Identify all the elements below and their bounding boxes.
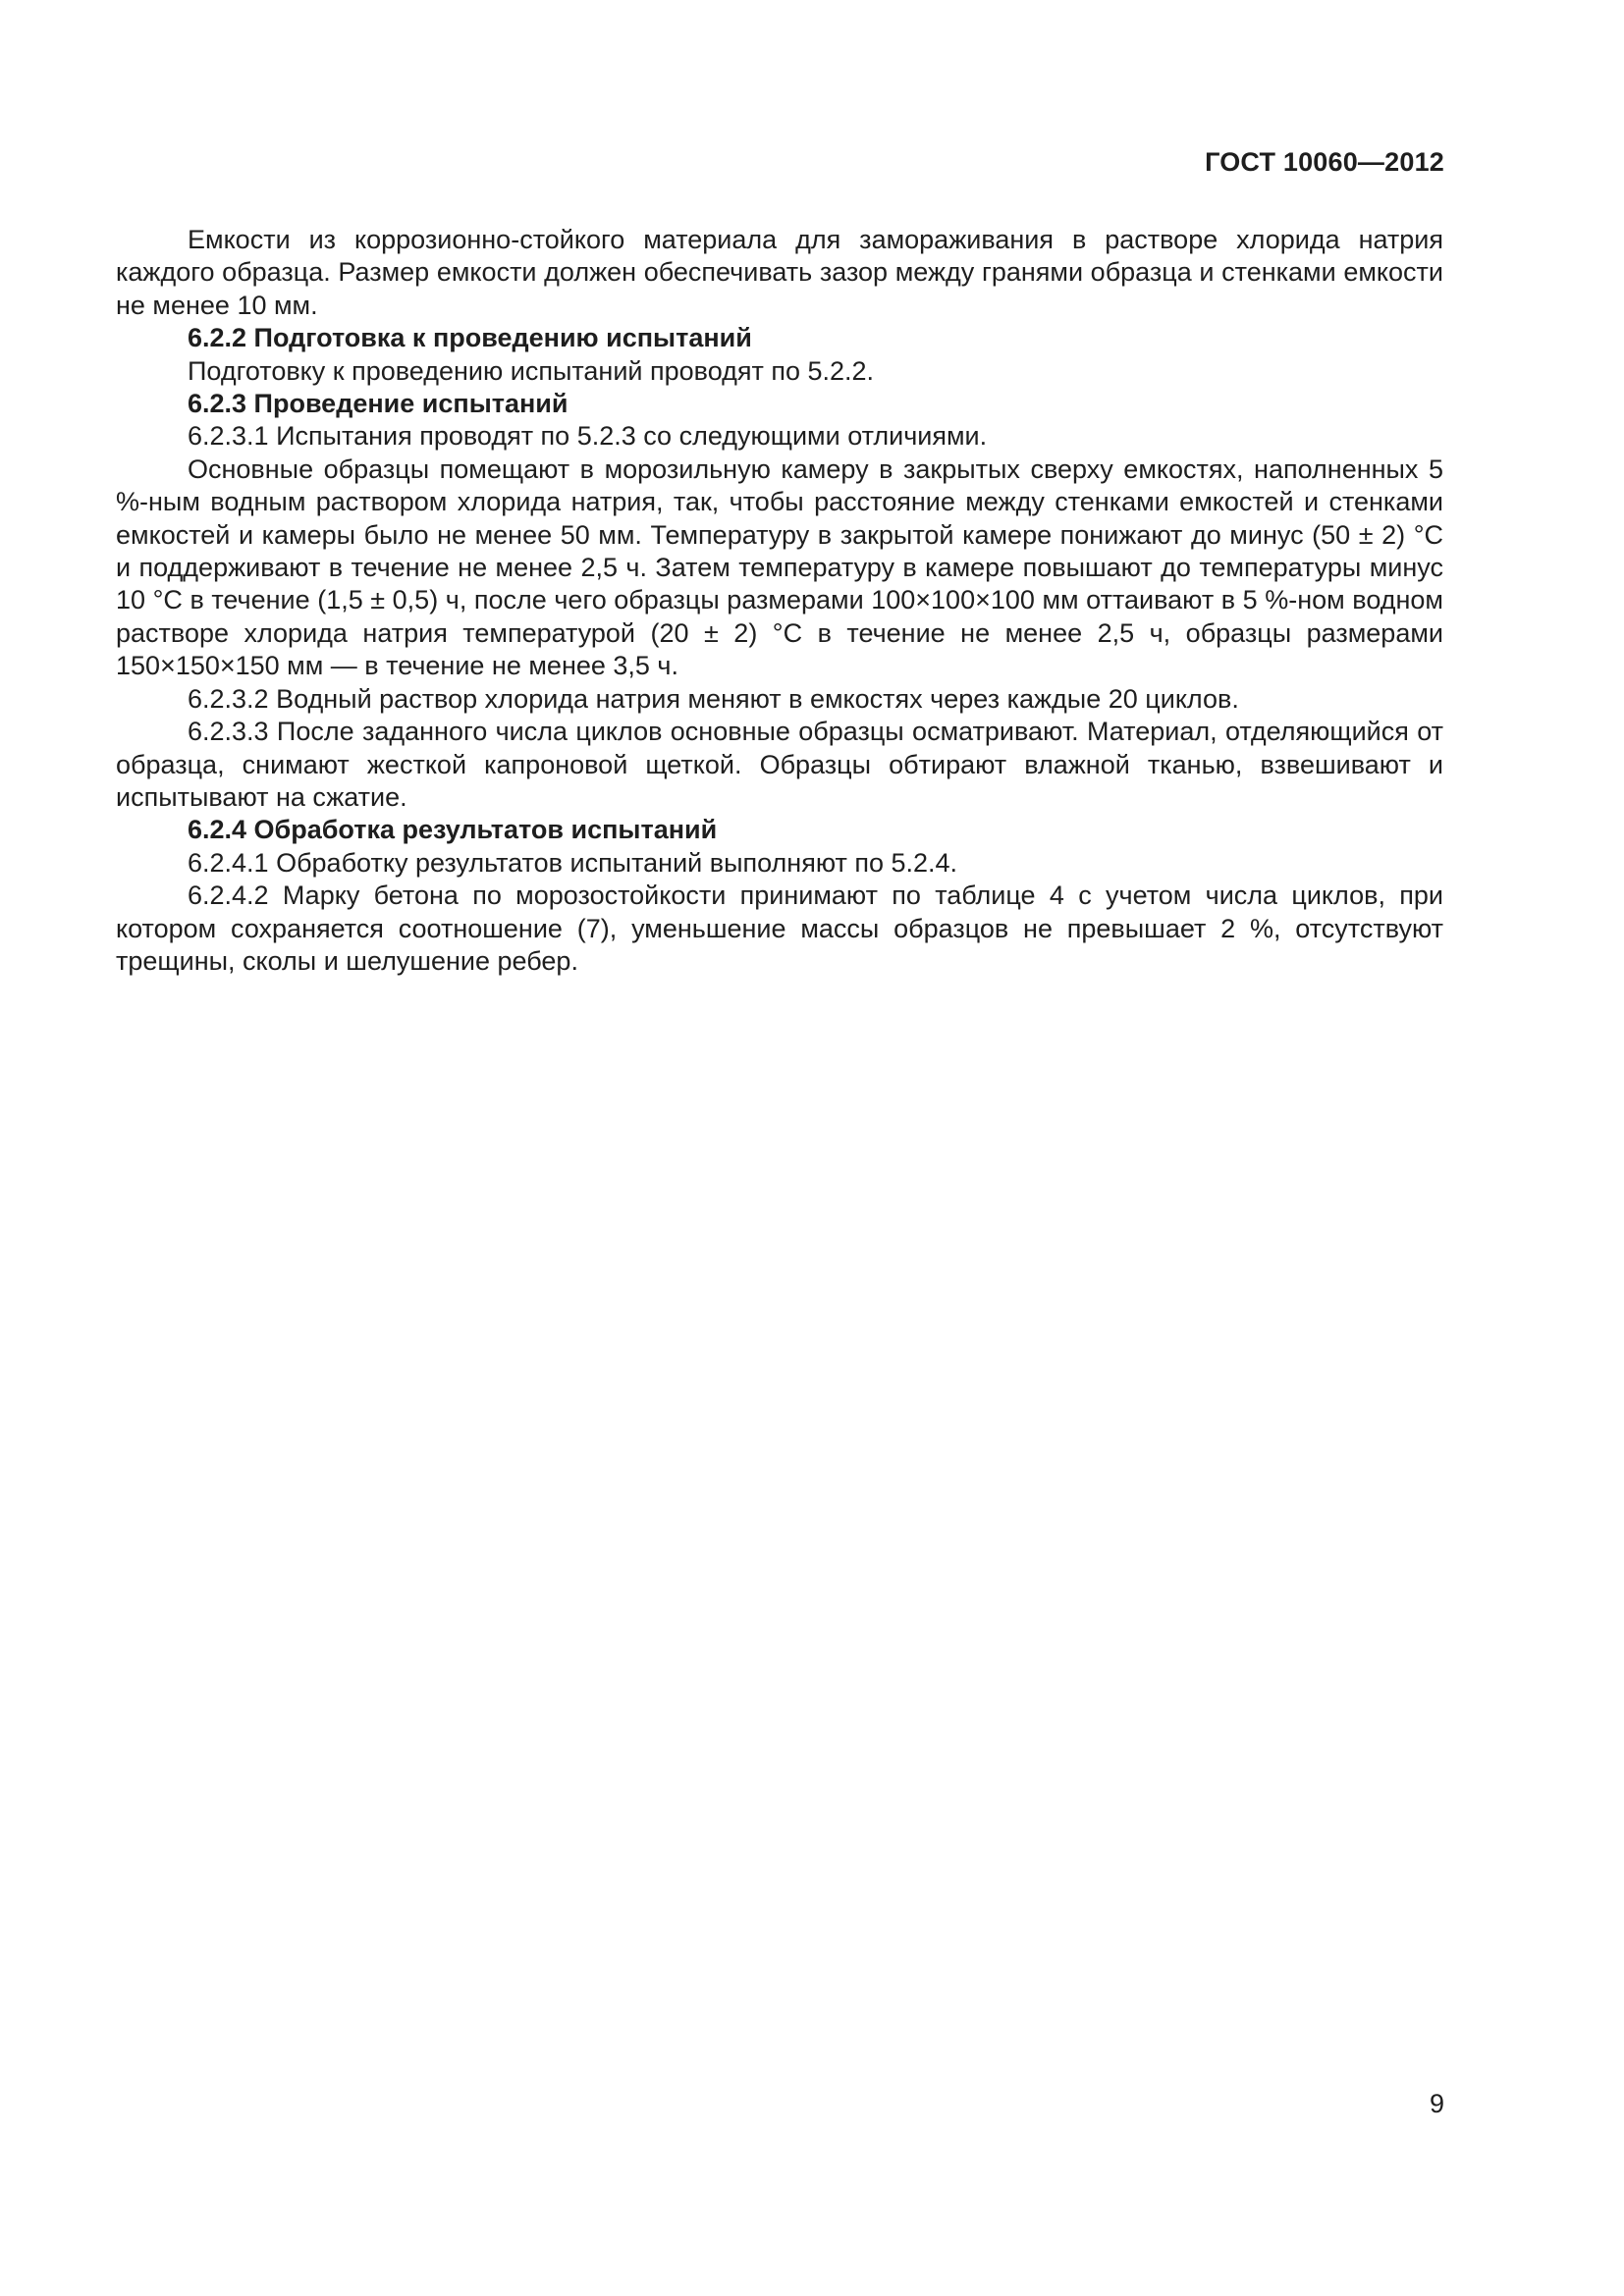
page-number: 9 xyxy=(1429,2089,1444,2118)
paragraph-6-2-3-2: 6.2.3.2 Водный раствор хлорида натрия меняют в емкостях через каждые 20 циклов. xyxy=(188,683,1239,714)
paragraph-containers: Емкости из коррозионно-стойкого материала для замораживания в растворе хлорида натрия каждого образца. Размер емкости должен обеспечивать зазор между гранями образца и стенками емкости не менее 10 мм. xyxy=(116,225,1443,320)
document-body xyxy=(116,224,1443,978)
paragraph-freezing-procedure: Основные образцы помещают в морозильную камеру в закрытых сверху емкостях, наполненных 5 %-ным водным раствором хлорида натрия, так, чтобы расстояние между стенками емкостей и стенками емкостей и камеры было не менее 50 мм. Температуру в закрытой камере понижают до минус (50 ± 2) °С и поддерживают в течение не менее 2,5 ч. Затем температуру в камере повышают до температуры минус 10 °С в течение (1,5 ± 0,5) ч, после чего образцы размерами 100×100×100 мм оттаивают в 5 %-ном водном растворе хлорида натрия температурой (20 ± 2) °С в течение не менее 2,5 ч, образцы размерами 150×150×150 мм — в течение не менее 3,5 ч. xyxy=(116,454,1443,681)
paragraph-6-2-3-1: 6.2.3.1 Испытания проводят по 5.2.3 со следующими отличиями. xyxy=(188,421,988,452)
paragraph-6-2-3-3: 6.2.3.3 После заданного числа циклов основные образцы осматривают. Материал, отделяющийся от образца, снимают жесткой капроновой щеткой. Образцы обтирают влажной тканью, взвешивают и испытывают на сжатие. xyxy=(116,717,1443,812)
section-heading-6-2-4: 6.2.4 Обработка результатов испытаний xyxy=(188,815,718,845)
section-heading-6-2-2: 6.2.2 Подготовка к проведению испытаний xyxy=(188,323,752,353)
section-heading-6-2-3: 6.2.3 Проведение испытаний xyxy=(188,389,568,419)
paragraph-preparation: Подготовку к проведению испытаний проводят по 5.2.2. xyxy=(188,355,875,386)
paragraph-6-2-4-2: 6.2.4.2 Марку бетона по морозостойкости принимают по таблице 4 с учетом числа циклов, при котором сохраняется соотношение (7), уменьшение массы образцов не превышает 2 %, отсутствуют трещины, сколы и шелушение ребер. xyxy=(116,881,1443,976)
paragraph-6-2-4-1: 6.2.4.1 Обработку результатов испытаний выполняют по 5.2.4. xyxy=(188,847,958,878)
page-header: ГОСТ 10060—2012 xyxy=(1205,147,1444,177)
